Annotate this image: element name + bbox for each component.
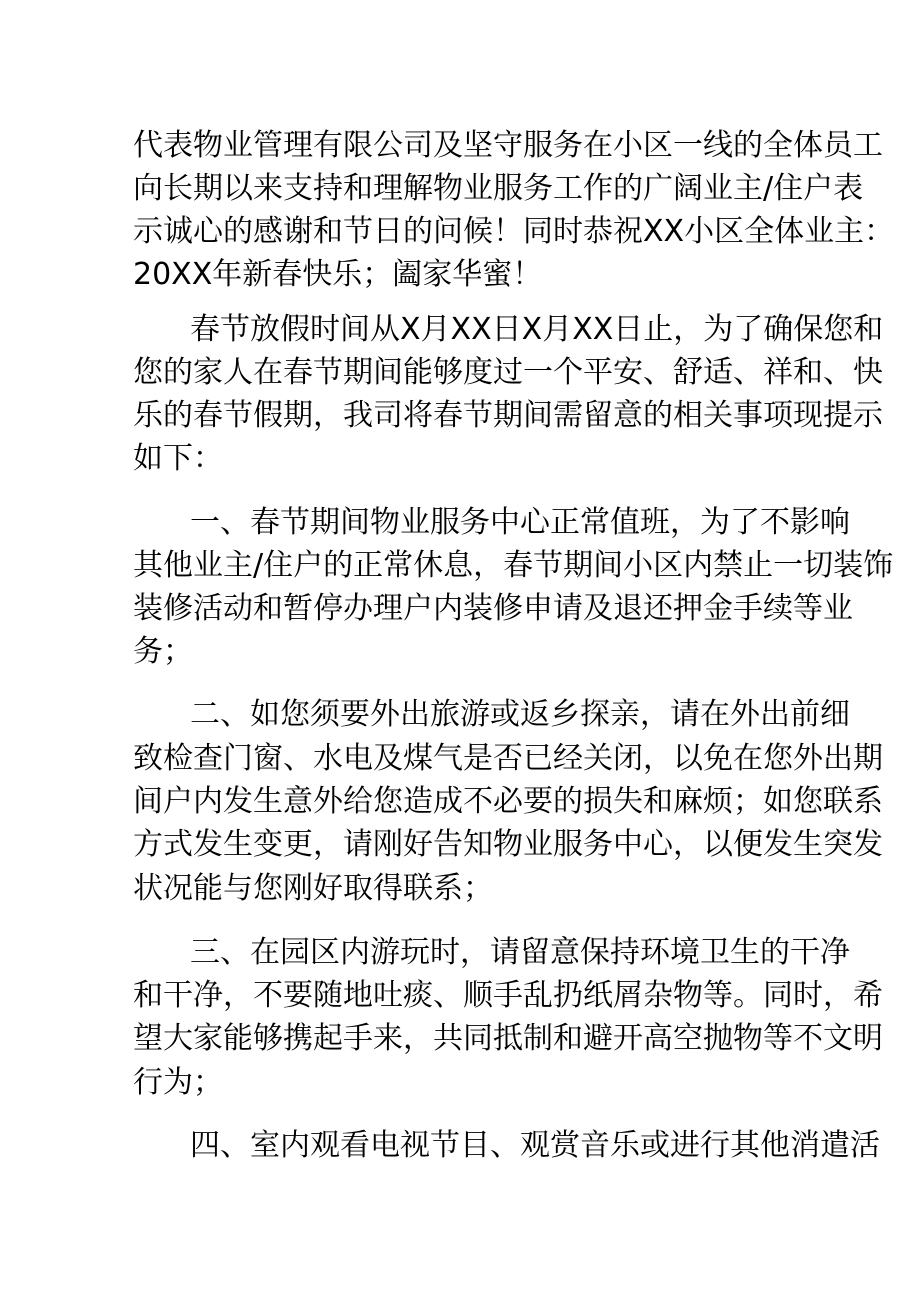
- text-line: 装修活动和暂停办理户内装修申请及退还押金手续等业: [133, 591, 853, 626]
- text-line: 望大家能够携起手来，共同抵制和避开高空抛物等不文明: [133, 1021, 883, 1056]
- text-line: 乐的春节假期，我司将春节期间需留意的相关事项现提示: [133, 398, 883, 433]
- item-four-start-line: 四、室内观看电视节目、观赏音乐或进行其他消遣活: [190, 1128, 880, 1163]
- text-line: 其他业主/住户的正常休息，春节期间小区内禁止一切装饰: [133, 548, 894, 583]
- text-line: 方式发生变更，请刚好告知物业服务中心，以便发生突发: [133, 827, 883, 862]
- text-line: 致检查门窗、水电及煤气是否已经关闭，以免在您外出期: [133, 741, 883, 776]
- text-line: 代表物业管理有限公司及坚守服务在小区一线的全体员工: [133, 128, 883, 163]
- text-line: 如下：: [133, 441, 223, 476]
- text-line: 示诚心的感谢和节日的问候！同时恭祝XX小区全体业主：: [133, 214, 895, 249]
- text-line: 状况能与您刚好取得联系；: [133, 871, 493, 906]
- text-line: 行为；: [133, 1065, 223, 1100]
- text-line: 向长期以来支持和理解物业服务工作的广阔业主/住户表: [133, 171, 864, 206]
- item-one-start-line: 一、春节期间物业服务中心正常值班，为了不影响: [190, 505, 850, 540]
- text-line: 20XX年新春快乐；阖家华蜜！: [133, 257, 543, 292]
- text-line: 您的家人在春节期间能够度过一个平安、舒适、祥和、快: [133, 355, 883, 390]
- text-line: 和干净，不要随地吐痰、顺手乱扔纸屑杂物等。同时，希: [133, 978, 883, 1013]
- item-two-start-line: 二、如您须要外出旅游或返乡探亲，请在外出前细: [190, 697, 850, 732]
- item-three-start-line: 三、在园区内游玩时，请留意保持环境卫生的干净: [190, 935, 850, 970]
- paragraph-start-line: 春节放假时间从X月XX日X月XX日止，为了确保您和: [190, 312, 884, 347]
- text-line: 务；: [133, 634, 193, 669]
- text-line: 间户内发生意外给您造成不必要的损失和麻烦；如您联系: [133, 784, 883, 819]
